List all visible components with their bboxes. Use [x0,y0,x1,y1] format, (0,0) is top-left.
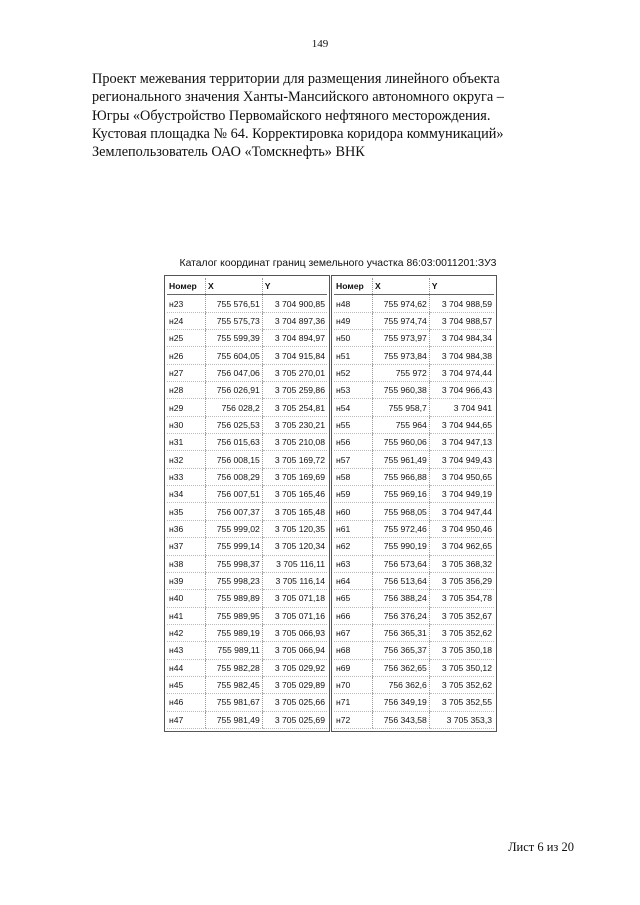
point-number-cell: н46 [167,694,206,711]
x-coordinate-cell: 756 343,58 [373,711,430,728]
x-coordinate-cell: 755 974,74 [373,312,430,329]
x-coordinate-cell: 755 964 [373,416,430,433]
y-coordinate-cell: 3 705 350,12 [429,659,494,676]
point-number-cell: н33 [167,468,206,485]
x-coordinate-cell: 755 981,67 [206,694,263,711]
x-coordinate-cell: 756 008,15 [206,451,263,468]
x-coordinate-cell: 756 365,37 [373,642,430,659]
table-row [167,572,327,589]
y-coordinate-cell: 3 704 894,97 [262,330,327,347]
y-coordinate-cell: 3 704 988,59 [429,295,494,312]
point-number-cell: н32 [167,451,206,468]
point-number-cell: н43 [167,642,206,659]
table-row [167,486,327,503]
x-coordinate-cell: 755 998,23 [206,572,263,589]
y-coordinate-cell: 3 705 165,46 [262,486,327,503]
point-number-cell: н39 [167,572,206,589]
point-number-cell: н41 [167,607,206,624]
point-number-cell: н28 [167,382,206,399]
point-number-cell: н30 [167,416,206,433]
point-number-cell: н40 [167,590,206,607]
x-coordinate-cell: 755 960,06 [373,434,430,451]
point-number-cell: н49 [334,312,373,329]
y-coordinate-cell: 3 705 165,48 [262,503,327,520]
x-coordinate-cell: 755 998,37 [206,555,263,572]
y-coordinate-cell: 3 704 941 [429,399,494,416]
point-number-cell: н67 [334,624,373,641]
table-row [334,572,494,589]
point-number-cell: н70 [334,676,373,693]
y-coordinate-cell: 3 704 944,65 [429,416,494,433]
table-row [167,642,327,659]
table-header-row [167,278,327,295]
y-coordinate-cell: 3 705 352,67 [429,607,494,624]
x-coordinate-cell: 756 047,06 [206,364,263,381]
x-coordinate-cell: 755 989,19 [206,624,263,641]
y-coordinate-cell: 3 704 950,46 [429,520,494,537]
heading-line: регионального значения Ханты-Мансийского автономного округа – [92,89,504,106]
table-row [167,694,327,711]
y-coordinate-cell: 3 704 915,84 [262,347,327,364]
y-coordinate-cell: 3 705 120,34 [262,538,327,555]
table-row [334,659,494,676]
y-coordinate-cell: 3 705 025,66 [262,694,327,711]
coordinates-table-left [164,275,330,732]
table-header-row [334,278,494,295]
column-header-y: Y [262,278,327,295]
point-number-cell: н55 [334,416,373,433]
y-coordinate-cell: 3 705 356,29 [429,572,494,589]
y-coordinate-cell: 3 705 029,89 [262,676,327,693]
table-row [167,676,327,693]
y-coordinate-cell: 3 705 368,32 [429,555,494,572]
table-row [167,659,327,676]
x-coordinate-cell: 755 990,19 [373,538,430,555]
table-row [334,520,494,537]
x-coordinate-cell: 756 025,53 [206,416,263,433]
point-number-cell: н61 [334,520,373,537]
x-coordinate-cell: 755 576,51 [206,295,263,312]
x-coordinate-cell: 755 973,97 [373,330,430,347]
heading-line: Югры «Обустройство Первомайского нефтяного месторождения. [92,107,491,124]
x-coordinate-cell: 755 982,28 [206,659,263,676]
y-coordinate-cell: 3 705 071,18 [262,590,327,607]
y-coordinate-cell: 3 704 897,36 [262,312,327,329]
point-number-cell: н48 [334,295,373,312]
point-number-cell: н52 [334,364,373,381]
x-coordinate-cell: 755 972 [373,364,430,381]
x-coordinate-cell: 755 982,45 [206,676,263,693]
sheet-counter: Лист 6 из 20 [508,840,574,854]
y-coordinate-cell: 3 704 949,43 [429,451,494,468]
x-coordinate-cell: 755 604,05 [206,347,263,364]
y-coordinate-cell: 3 705 353,3 [429,711,494,728]
y-coordinate-cell: 3 705 066,93 [262,624,327,641]
table-row [334,555,494,572]
table-row [167,624,327,641]
x-coordinate-cell: 755 969,16 [373,486,430,503]
y-coordinate-cell: 3 704 974,44 [429,364,494,381]
y-coordinate-cell: 3 704 984,38 [429,347,494,364]
x-coordinate-cell: 755 981,49 [206,711,263,728]
x-coordinate-cell: 756 573,64 [373,555,430,572]
x-coordinate-cell: 756 349,19 [373,694,430,711]
x-coordinate-cell: 755 575,73 [206,312,263,329]
table-row [334,434,494,451]
y-coordinate-cell: 3 705 354,78 [429,590,494,607]
x-coordinate-cell: 756 388,24 [373,590,430,607]
point-number-cell: н63 [334,555,373,572]
y-coordinate-cell: 3 704 984,34 [429,330,494,347]
table-row [167,312,327,329]
table-row [167,295,327,312]
x-coordinate-cell: 756 513,64 [373,572,430,589]
y-coordinate-cell: 3 705 116,11 [262,555,327,572]
point-number-cell: н62 [334,538,373,555]
x-coordinate-cell: 755 961,49 [373,451,430,468]
point-number-cell: н42 [167,624,206,641]
point-number-cell: н29 [167,399,206,416]
x-coordinate-cell: 756 376,24 [373,607,430,624]
table-row [167,503,327,520]
table-row [334,364,494,381]
y-coordinate-cell: 3 705 352,55 [429,694,494,711]
table-row [334,295,494,312]
table-caption: Каталог координат границ земельного участка 86:03:0011201:ЗУ3 [179,258,497,269]
table-row [167,364,327,381]
y-coordinate-cell: 3 704 949,19 [429,486,494,503]
y-coordinate-cell: 3 704 966,43 [429,382,494,399]
page-number: 149 [311,38,329,50]
y-coordinate-cell: 3 705 230,21 [262,416,327,433]
table-row [167,555,327,572]
point-number-cell: н23 [167,295,206,312]
x-coordinate-cell: 755 958,7 [373,399,430,416]
y-coordinate-cell: 3 705 210,08 [262,434,327,451]
point-number-cell: н64 [334,572,373,589]
y-coordinate-cell: 3 705 259,86 [262,382,327,399]
point-number-cell: н68 [334,642,373,659]
table-row [334,399,494,416]
table-row [334,486,494,503]
heading-line: Проект межевания территории для размещения линейного объекта [92,71,500,87]
table-row [167,347,327,364]
y-coordinate-cell: 3 705 254,81 [262,399,327,416]
table-row [334,451,494,468]
point-number-cell: н34 [167,486,206,503]
table-row [167,607,327,624]
x-coordinate-cell: 755 989,89 [206,590,263,607]
table-row [334,312,494,329]
table-row [167,711,327,728]
table-row [334,347,494,364]
y-coordinate-cell: 3 704 947,44 [429,503,494,520]
y-coordinate-cell: 3 705 116,14 [262,572,327,589]
point-number-cell: н25 [167,330,206,347]
y-coordinate-cell: 3 705 350,18 [429,642,494,659]
x-coordinate-cell: 756 365,31 [373,624,430,641]
table-row [334,676,494,693]
table-row [334,382,494,399]
table-row [334,642,494,659]
table-row [167,416,327,433]
table-row [334,694,494,711]
y-coordinate-cell: 3 705 120,35 [262,520,327,537]
point-number-cell: н24 [167,312,206,329]
point-number-cell: н44 [167,659,206,676]
coordinates-table-right [331,275,497,732]
column-header-x: X [373,278,430,295]
column-header-x: X [206,278,263,295]
table-row [167,434,327,451]
point-number-cell: н51 [334,347,373,364]
table-row [334,538,494,555]
y-coordinate-cell: 3 705 066,94 [262,642,327,659]
table-row [334,468,494,485]
table-row [167,399,327,416]
y-coordinate-cell: 3 705 025,69 [262,711,327,728]
point-number-cell: н60 [334,503,373,520]
x-coordinate-cell: 755 989,95 [206,607,263,624]
column-header-number: Номер [167,278,206,295]
x-coordinate-cell: 755 972,46 [373,520,430,537]
point-number-cell: н50 [334,330,373,347]
table-row [334,503,494,520]
x-coordinate-cell: 755 966,88 [373,468,430,485]
point-number-cell: н31 [167,434,206,451]
table-row [167,538,327,555]
point-number-cell: н65 [334,590,373,607]
point-number-cell: н59 [334,486,373,503]
x-coordinate-cell: 755 973,84 [373,347,430,364]
point-number-cell: н35 [167,503,206,520]
x-coordinate-cell: 756 362,6 [373,676,430,693]
heading-line: Кустовая площадка № 64. Корректировка коридора коммуникаций» [92,125,504,142]
x-coordinate-cell: 756 007,51 [206,486,263,503]
point-number-cell: н66 [334,607,373,624]
y-coordinate-cell: 3 704 947,13 [429,434,494,451]
y-coordinate-cell: 3 705 029,92 [262,659,327,676]
x-coordinate-cell: 755 599,39 [206,330,263,347]
point-number-cell: н57 [334,451,373,468]
x-coordinate-cell: 756 007,37 [206,503,263,520]
table-row [167,520,327,537]
x-coordinate-cell: 755 960,38 [373,382,430,399]
table-row [167,468,327,485]
point-number-cell: н45 [167,676,206,693]
table-row [334,590,494,607]
point-number-cell: н37 [167,538,206,555]
x-coordinate-cell: 756 026,91 [206,382,263,399]
table-row [334,416,494,433]
document-heading [92,70,562,161]
y-coordinate-cell: 3 704 962,65 [429,538,494,555]
x-coordinate-cell: 755 968,05 [373,503,430,520]
point-number-cell: н54 [334,399,373,416]
y-coordinate-cell: 3 705 270,01 [262,364,327,381]
column-header-number: Номер [334,278,373,295]
point-number-cell: н53 [334,382,373,399]
y-coordinate-cell: 3 705 352,62 [429,676,494,693]
y-coordinate-cell: 3 704 950,65 [429,468,494,485]
x-coordinate-cell: 756 008,29 [206,468,263,485]
point-number-cell: н69 [334,659,373,676]
x-coordinate-cell: 755 974,62 [373,295,430,312]
x-coordinate-cell: 756 362,65 [373,659,430,676]
table-row [167,590,327,607]
x-coordinate-cell: 755 999,14 [206,538,263,555]
y-coordinate-cell: 3 705 071,16 [262,607,327,624]
point-number-cell: н58 [334,468,373,485]
table-row [167,330,327,347]
table-row [334,607,494,624]
table-row [167,451,327,468]
point-number-cell: н38 [167,555,206,572]
table-row [334,711,494,728]
x-coordinate-cell: 756 015,63 [206,434,263,451]
point-number-cell: н36 [167,520,206,537]
x-coordinate-cell: 755 999,02 [206,520,263,537]
point-number-cell: н56 [334,434,373,451]
y-coordinate-cell: 3 704 900,85 [262,295,327,312]
point-number-cell: н47 [167,711,206,728]
heading-line: Землепользователь ОАО «Томскнефть» ВНК [92,144,365,161]
y-coordinate-cell: 3 705 169,72 [262,451,327,468]
table-row [334,624,494,641]
point-number-cell: н26 [167,347,206,364]
y-coordinate-cell: 3 705 169,69 [262,468,327,485]
x-coordinate-cell: 755 989,11 [206,642,263,659]
y-coordinate-cell: 3 704 988,57 [429,312,494,329]
y-coordinate-cell: 3 705 352,62 [429,624,494,641]
point-number-cell: н71 [334,694,373,711]
point-number-cell: н27 [167,364,206,381]
x-coordinate-cell: 756 028,2 [206,399,263,416]
point-number-cell: н72 [334,711,373,728]
table-row [167,382,327,399]
table-row [334,330,494,347]
column-header-y: Y [429,278,494,295]
